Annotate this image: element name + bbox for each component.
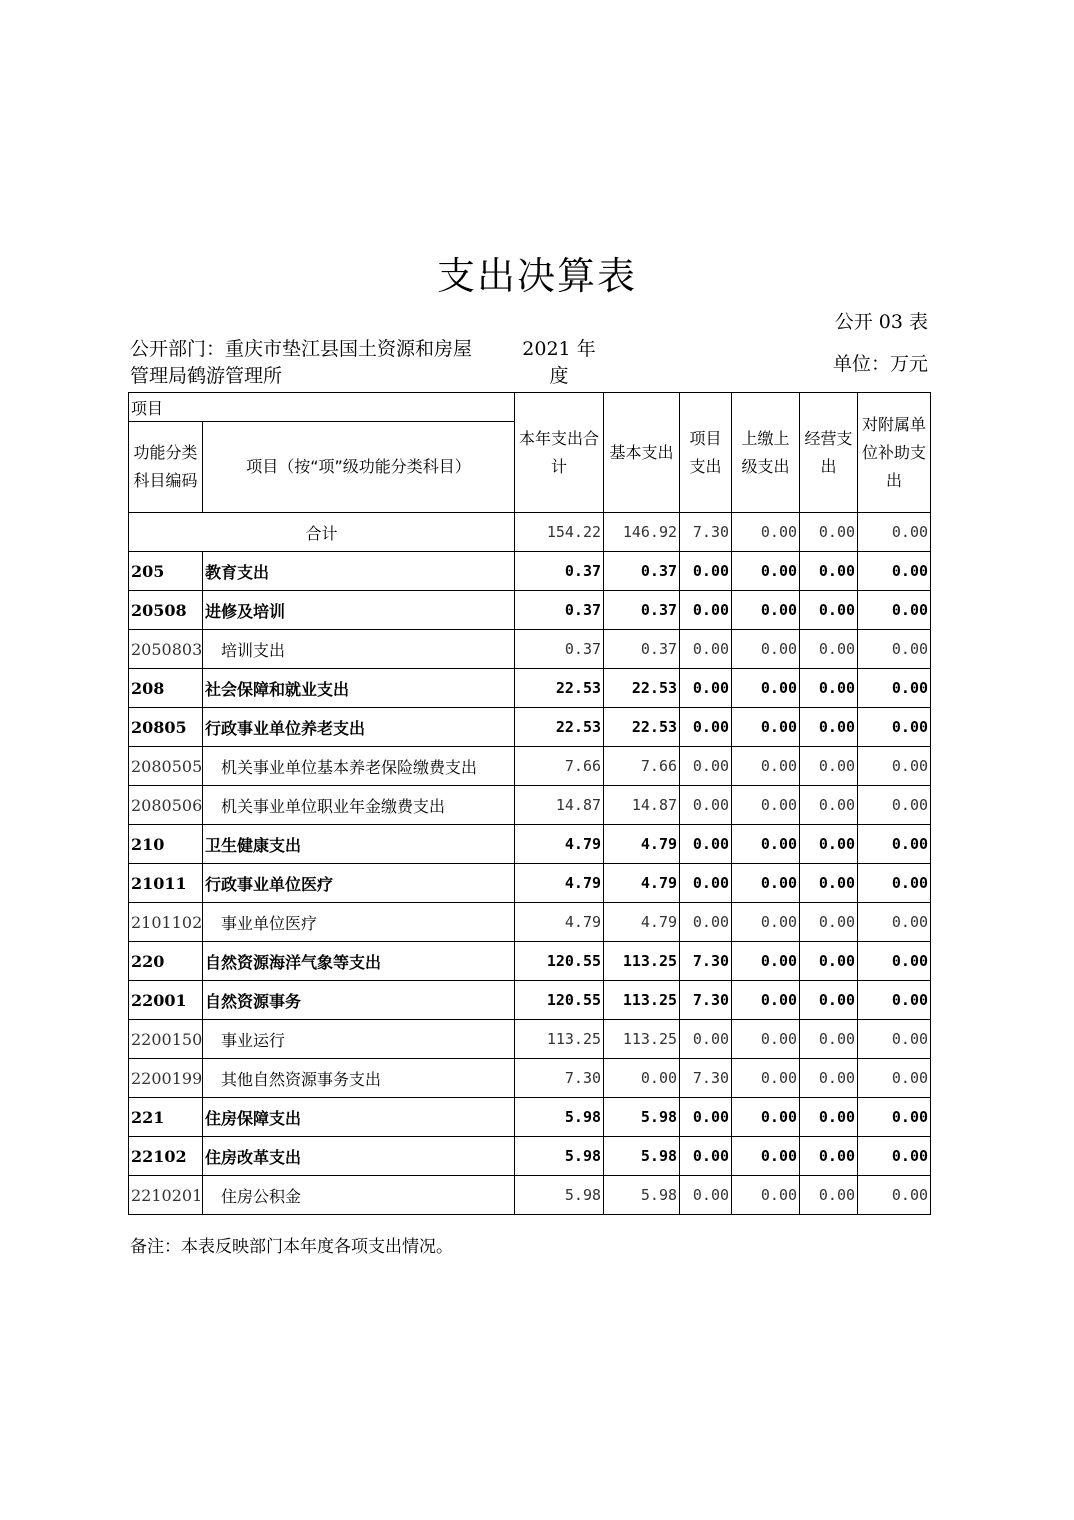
row-business: 0.00 (800, 981, 858, 1020)
row-project: 0.00 (680, 630, 732, 669)
row-basic: 0.00 (604, 1059, 680, 1098)
row-basic: 113.25 (604, 942, 680, 981)
row-name: 进修及培训 (203, 591, 515, 630)
row-name: 卫生健康支出 (203, 825, 515, 864)
row-business: 0.00 (800, 708, 858, 747)
row-total: 5.98 (515, 1098, 604, 1137)
total-project: 7.30 (680, 513, 732, 552)
table-row (129, 708, 931, 747)
table-row (129, 630, 931, 669)
row-total: 113.25 (515, 1020, 604, 1059)
header-code: 功能分类科目编码 (129, 422, 203, 513)
row-basic: 7.66 (604, 747, 680, 786)
row-upper: 0.00 (732, 669, 800, 708)
row-business: 0.00 (800, 747, 858, 786)
row-subsidy: 0.00 (858, 1098, 931, 1137)
row-name: 自然资源事务 (203, 981, 515, 1020)
row-project: 7.30 (680, 942, 732, 981)
row-name: 机关事业单位基本养老保险缴费支出 (203, 747, 515, 786)
table-row (129, 864, 931, 903)
department-line-1: 公开部门：重庆市垫江县国土资源和房屋 (130, 338, 473, 360)
row-upper: 0.00 (732, 591, 800, 630)
row-name: 自然资源海洋气象等支出 (203, 942, 515, 981)
row-name: 社会保障和就业支出 (203, 669, 515, 708)
row-subsidy: 0.00 (858, 942, 931, 981)
row-subsidy: 0.00 (858, 708, 931, 747)
table-row (129, 981, 931, 1020)
row-subsidy: 0.00 (858, 591, 931, 630)
table-row (129, 786, 931, 825)
row-total: 5.98 (515, 1137, 604, 1176)
total-business: 0.00 (800, 513, 858, 552)
row-total: 120.55 (515, 942, 604, 981)
row-basic: 5.98 (604, 1137, 680, 1176)
row-business: 0.00 (800, 942, 858, 981)
row-upper: 0.00 (732, 747, 800, 786)
row-subsidy: 0.00 (858, 630, 931, 669)
total-subsidy: 0.00 (858, 513, 931, 552)
department-line-2: 管理局鹤游管理所 (130, 365, 283, 387)
table-row (129, 903, 931, 942)
total-row (129, 513, 931, 552)
row-total: 22.53 (515, 708, 604, 747)
row-code: 21011 (129, 864, 203, 903)
row-code: 220 (129, 942, 203, 981)
total-label: 合计 (129, 513, 515, 552)
page-title: 支出决算表 (436, 254, 637, 298)
row-basic: 22.53 (604, 669, 680, 708)
row-name: 行政事业单位医疗 (203, 864, 515, 903)
row-basic: 113.25 (604, 1020, 680, 1059)
header-business: 经营支出 (800, 393, 858, 513)
row-upper: 0.00 (732, 630, 800, 669)
row-project: 0.00 (680, 1176, 732, 1215)
row-upper: 0.00 (732, 864, 800, 903)
row-upper: 0.00 (732, 825, 800, 864)
row-upper: 0.00 (732, 786, 800, 825)
row-code: 22102 (129, 1137, 203, 1176)
table-row (129, 1098, 931, 1137)
header-item: 项目 (129, 393, 515, 422)
row-name: 教育支出 (203, 552, 515, 591)
row-basic: 4.79 (604, 903, 680, 942)
table-row (129, 1059, 931, 1098)
table-row (129, 552, 931, 591)
row-name: 住房保障支出 (203, 1098, 515, 1137)
row-business: 0.00 (800, 825, 858, 864)
fiscal-year-line-1: 2021 年 (522, 338, 596, 360)
row-basic: 4.79 (604, 864, 680, 903)
row-basic: 4.79 (604, 825, 680, 864)
row-upper: 0.00 (732, 1098, 800, 1137)
row-total: 5.98 (515, 1176, 604, 1215)
row-basic: 0.37 (604, 591, 680, 630)
row-code: 2080505 (129, 747, 203, 786)
row-upper: 0.00 (732, 1176, 800, 1215)
row-subsidy: 0.00 (858, 1020, 931, 1059)
row-name: 住房公积金 (203, 1176, 515, 1215)
row-business: 0.00 (800, 669, 858, 708)
row-basic: 22.53 (604, 708, 680, 747)
row-code: 2200199 (129, 1059, 203, 1098)
row-business: 0.00 (800, 552, 858, 591)
row-total: 7.66 (515, 747, 604, 786)
row-basic: 5.98 (604, 1176, 680, 1215)
table-row (129, 591, 931, 630)
row-subsidy: 0.00 (858, 1059, 931, 1098)
table-row (129, 669, 931, 708)
row-business: 0.00 (800, 1020, 858, 1059)
header-name: 项目（按“项”级功能分类科目） (203, 422, 515, 513)
row-code: 2200150 (129, 1020, 203, 1059)
row-basic: 0.37 (604, 552, 680, 591)
row-code: 2210201 (129, 1176, 203, 1215)
form-number: 公开 03 表 (834, 311, 928, 333)
row-project: 0.00 (680, 591, 732, 630)
row-total: 0.37 (515, 552, 604, 591)
row-business: 0.00 (800, 786, 858, 825)
row-upper: 0.00 (732, 1020, 800, 1059)
row-business: 0.00 (800, 864, 858, 903)
row-project: 0.00 (680, 864, 732, 903)
row-name: 事业运行 (203, 1020, 515, 1059)
row-project: 0.00 (680, 903, 732, 942)
total-total: 154.22 (515, 513, 604, 552)
row-upper: 0.00 (732, 942, 800, 981)
row-project: 0.00 (680, 1020, 732, 1059)
row-basic: 14.87 (604, 786, 680, 825)
header-project: 项目支出 (680, 393, 732, 513)
row-code: 208 (129, 669, 203, 708)
row-code: 221 (129, 1098, 203, 1137)
row-subsidy: 0.00 (858, 981, 931, 1020)
row-total: 7.30 (515, 1059, 604, 1098)
row-subsidy: 0.00 (858, 903, 931, 942)
row-upper: 0.00 (732, 1137, 800, 1176)
row-subsidy: 0.00 (858, 864, 931, 903)
row-project: 0.00 (680, 1137, 732, 1176)
row-total: 0.37 (515, 591, 604, 630)
row-name: 事业单位医疗 (203, 903, 515, 942)
row-code: 210 (129, 825, 203, 864)
table-row (129, 747, 931, 786)
row-code: 2080506 (129, 786, 203, 825)
row-business: 0.00 (800, 591, 858, 630)
row-name: 其他自然资源事务支出 (203, 1059, 515, 1098)
row-code: 20805 (129, 708, 203, 747)
row-upper: 0.00 (732, 708, 800, 747)
row-total: 4.79 (515, 825, 604, 864)
table-row (129, 942, 931, 981)
row-subsidy: 0.00 (858, 1176, 931, 1215)
fiscal-year (522, 336, 596, 390)
row-project: 0.00 (680, 825, 732, 864)
row-project: 0.00 (680, 708, 732, 747)
row-upper: 0.00 (732, 903, 800, 942)
row-name: 行政事业单位养老支出 (203, 708, 515, 747)
row-name: 住房改革支出 (203, 1137, 515, 1176)
unit-label: 单位：万元 (832, 353, 928, 375)
row-subsidy: 0.00 (858, 669, 931, 708)
total-basic: 146.92 (604, 513, 680, 552)
row-code: 2050803 (129, 630, 203, 669)
footnote: 备注：本表反映部门本年度各项支出情况。 (130, 1237, 453, 1257)
row-business: 0.00 (800, 630, 858, 669)
row-code: 205 (129, 552, 203, 591)
header-subsidy: 对附属单位补助支出 (858, 393, 931, 513)
row-basic: 113.25 (604, 981, 680, 1020)
table-row (129, 1020, 931, 1059)
header-basic: 基本支出 (604, 393, 680, 513)
row-total: 4.79 (515, 903, 604, 942)
row-business: 0.00 (800, 903, 858, 942)
header-total: 本年支出合计 (515, 393, 604, 513)
fiscal-year-line-2: 度 (549, 365, 569, 387)
table-row (129, 1137, 931, 1176)
row-code: 20508 (129, 591, 203, 630)
row-business: 0.00 (800, 1059, 858, 1098)
row-total: 4.79 (515, 864, 604, 903)
expenditure-table (128, 392, 931, 1215)
row-project: 7.30 (680, 1059, 732, 1098)
row-basic: 0.37 (604, 630, 680, 669)
row-upper: 0.00 (732, 981, 800, 1020)
row-business: 0.00 (800, 1098, 858, 1137)
row-project: 0.00 (680, 786, 732, 825)
row-upper: 0.00 (732, 1059, 800, 1098)
department (130, 336, 515, 390)
row-project: 0.00 (680, 552, 732, 591)
row-code: 2101102 (129, 903, 203, 942)
table-row (129, 825, 931, 864)
row-business: 0.00 (800, 1176, 858, 1215)
row-total: 0.37 (515, 630, 604, 669)
row-project: 0.00 (680, 747, 732, 786)
row-name: 机关事业单位职业年金缴费支出 (203, 786, 515, 825)
row-name: 培训支出 (203, 630, 515, 669)
row-subsidy: 0.00 (858, 552, 931, 591)
row-project: 0.00 (680, 669, 732, 708)
row-total: 22.53 (515, 669, 604, 708)
row-total: 14.87 (515, 786, 604, 825)
table-row (129, 1176, 931, 1215)
row-total: 120.55 (515, 981, 604, 1020)
total-upper: 0.00 (732, 513, 800, 552)
row-subsidy: 0.00 (858, 1137, 931, 1176)
row-upper: 0.00 (732, 552, 800, 591)
row-project: 7.30 (680, 981, 732, 1020)
row-subsidy: 0.00 (858, 786, 931, 825)
row-project: 0.00 (680, 1098, 732, 1137)
row-subsidy: 0.00 (858, 825, 931, 864)
row-code: 22001 (129, 981, 203, 1020)
row-business: 0.00 (800, 1137, 858, 1176)
header-upper: 上缴上级支出 (732, 393, 800, 513)
row-basic: 5.98 (604, 1098, 680, 1137)
row-subsidy: 0.00 (858, 747, 931, 786)
